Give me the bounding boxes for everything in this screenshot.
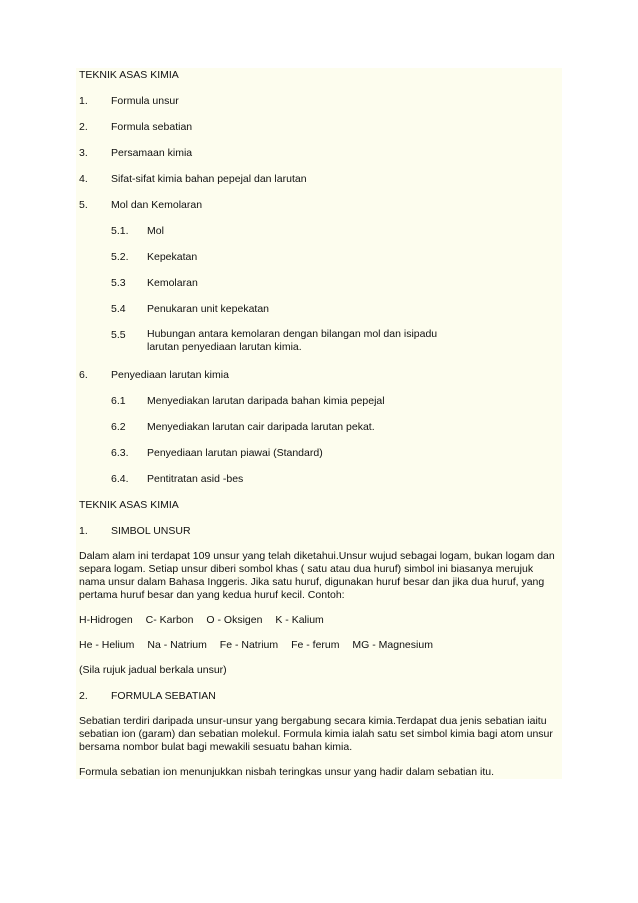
sublist-text: Penyediaan larutan piawai (Standard) bbox=[147, 447, 323, 459]
sublist-number: 5.4 bbox=[111, 303, 126, 315]
sublist-text: Menyediakan larutan cair daripada larutan pekat. bbox=[147, 421, 375, 433]
section-heading-2 bbox=[76, 689, 562, 703]
list-number: 3. bbox=[79, 147, 88, 159]
sublist-number: 5.1. bbox=[111, 225, 129, 237]
section-title: FORMULA SEBATIAN bbox=[111, 690, 216, 702]
sublist-text: Menyediakan larutan daripada bahan kimia pepejal bbox=[147, 395, 385, 407]
list-number: 5. bbox=[79, 199, 88, 211]
sublist-text: Penukaran unit kepekatan bbox=[147, 303, 270, 315]
list-text: Sifat-sifat kimia bahan pepejal dan larutan bbox=[111, 173, 307, 185]
list-item-5 bbox=[76, 198, 562, 212]
heading-section: TEKNIK ASAS KIMIA bbox=[79, 499, 179, 511]
element-examples-1 bbox=[76, 614, 562, 627]
element-example: Fe - ferum bbox=[291, 639, 340, 651]
sublist-number: 5.2. bbox=[111, 251, 129, 263]
paragraph-ionic-formula: Formula sebatian ion menunjukkan nisbah teringkas unsur yang hadir dalam sebatian itu. bbox=[79, 766, 494, 778]
list-text: Formula unsur bbox=[111, 95, 179, 107]
element-example: He - Helium bbox=[79, 639, 135, 651]
sublist-item-5-2 bbox=[76, 250, 562, 264]
sublist-number: 6.1 bbox=[111, 395, 126, 407]
list-text: Mol dan Kemolaran bbox=[111, 199, 203, 211]
sublist-number: 5.5 bbox=[111, 329, 126, 341]
element-examples-2 bbox=[76, 639, 562, 652]
sublist-item-5-3 bbox=[76, 276, 562, 290]
section-number: 1. bbox=[79, 525, 88, 537]
sublist-text: Pentitratan asid -bes bbox=[147, 473, 244, 485]
element-example: H-Hidrogen bbox=[79, 614, 133, 626]
list-number: 1. bbox=[79, 95, 88, 107]
list-item-1 bbox=[76, 94, 562, 108]
list-number: 4. bbox=[79, 173, 88, 185]
element-example: O - Oksigen bbox=[206, 614, 263, 626]
list-text: Formula sebatian bbox=[111, 121, 193, 133]
element-example: MG - Magnesium bbox=[352, 639, 433, 651]
section-heading-1 bbox=[76, 524, 562, 538]
sublist-item-6-4 bbox=[76, 472, 562, 486]
paragraph-compounds: Sebatian terdiri daripada unsur-unsur yang bergabung secara kimia.Terdapat dua jenis sebatian iaitu sebatian ion (garam) dan sebatian molekul. Formula kimia ialah satu set simbol kimia bagi atom unsur bersama nombor bulat bagi mewakili sesuatu bahan kimia. bbox=[79, 715, 553, 753]
sublist-number: 5.3 bbox=[111, 277, 126, 289]
note-text: (Sila rujuk jadual berkala unsur) bbox=[79, 664, 227, 676]
sublist-item-6-2 bbox=[76, 420, 562, 434]
list-item-4 bbox=[76, 172, 562, 186]
document-page bbox=[76, 68, 562, 779]
list-text: Penyediaan larutan kimia bbox=[111, 369, 229, 381]
list-number: 6. bbox=[79, 369, 88, 381]
element-example: K - Kalium bbox=[275, 614, 324, 626]
section-title: SIMBOL UNSUR bbox=[111, 525, 191, 537]
element-example: C- Karbon bbox=[145, 614, 194, 626]
element-example: Na - Natrium bbox=[147, 639, 207, 651]
sublist-text: Mol bbox=[147, 225, 164, 237]
sublist-number: 6.2 bbox=[111, 421, 126, 433]
element-example: Fe - Natrium bbox=[219, 639, 279, 651]
sublist-text: Kepekatan bbox=[147, 251, 198, 263]
sublist-item-5-5 bbox=[76, 328, 562, 356]
sublist-number: 6.4. bbox=[111, 473, 129, 485]
list-item-6 bbox=[76, 368, 562, 382]
list-number: 2. bbox=[79, 121, 88, 133]
sublist-text: Hubungan antara kemolaran dengan bilangan mol dan isipadu larutan penyediaan larutan kimia. bbox=[147, 328, 438, 353]
sublist-number: 6.3. bbox=[111, 447, 129, 459]
list-item-2 bbox=[76, 120, 562, 134]
sublist-text: Kemolaran bbox=[147, 277, 198, 289]
sublist-item-5-4 bbox=[76, 302, 562, 316]
heading-toc: TEKNIK ASAS KIMIA bbox=[79, 69, 179, 81]
sublist-item-6-1 bbox=[76, 394, 562, 408]
sublist-item-5-1 bbox=[76, 224, 562, 238]
sublist-item-6-3 bbox=[76, 446, 562, 460]
list-text: Persamaan kimia bbox=[111, 147, 193, 159]
list-item-3 bbox=[76, 146, 562, 160]
paragraph-symbols: Dalam alam ini terdapat 109 unsur yang telah diketahui.Unsur wujud sebagai logam, bukan logam dan separa logam. Setiap unsur diberi sombol khas ( satu atau dua huruf) simbol ini biasanya merujuk nama unsur dalam Bahasa Inggeris. Jika satu huruf, digunakan huruf besar dan jika dua huruf, yang pertama huruf besar dan yang kedua huruf kecil. Contoh: bbox=[79, 550, 555, 601]
section-number: 2. bbox=[79, 690, 88, 702]
